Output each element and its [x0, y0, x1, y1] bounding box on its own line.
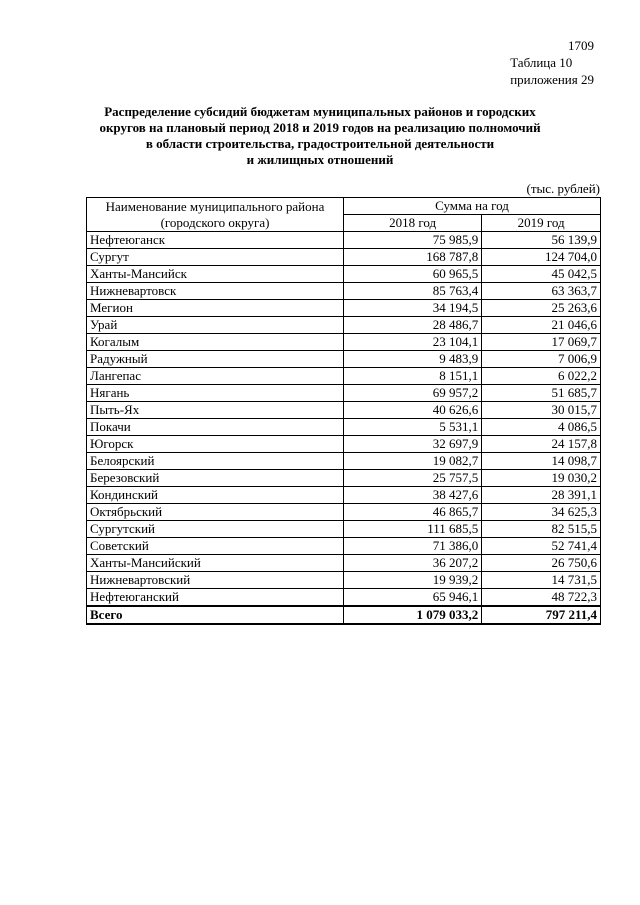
- row-name: Березовский: [87, 470, 344, 487]
- row-name: Сургут: [87, 249, 344, 266]
- row-name: Урай: [87, 317, 344, 334]
- table-row: [87, 470, 601, 487]
- row-value-2019: 82 515,5: [482, 521, 601, 538]
- table-row: [87, 436, 601, 453]
- row-value-2019: 24 157,8: [482, 436, 601, 453]
- table-body: [87, 232, 601, 625]
- row-value-2018: 19 939,2: [344, 572, 482, 589]
- row-name: Мегион: [87, 300, 344, 317]
- row-value-2018: 9 483,9: [344, 351, 482, 368]
- document-title: [70, 104, 570, 168]
- row-name: Белоярский: [87, 453, 344, 470]
- row-value-2019: 124 704,0: [482, 249, 601, 266]
- row-value-2018: 36 207,2: [344, 555, 482, 572]
- row-name: Радужный: [87, 351, 344, 368]
- row-value-2018: 46 865,7: [344, 504, 482, 521]
- row-value-2018: 28 486,7: [344, 317, 482, 334]
- total-row: [87, 606, 601, 624]
- table-row: [87, 368, 601, 385]
- table-row: [87, 385, 601, 402]
- table-row: [87, 249, 601, 266]
- row-value-2019: 7 006,9: [482, 351, 601, 368]
- row-value-2019: 4 086,5: [482, 419, 601, 436]
- row-value-2018: 34 194,5: [344, 300, 482, 317]
- row-name: Ханты-Мансийский: [87, 555, 344, 572]
- row-value-2019: 25 263,6: [482, 300, 601, 317]
- row-value-2019: 19 030,2: [482, 470, 601, 487]
- row-name: Пыть-Ях: [87, 402, 344, 419]
- row-value-2019: 6 022,2: [482, 368, 601, 385]
- table-reference-line: приложения 29: [510, 72, 594, 87]
- header-year-2019: 2019 год: [482, 215, 601, 232]
- subsidies-table: [86, 197, 601, 625]
- row-value-2019: 48 722,3: [482, 589, 601, 607]
- row-name: Нефтеюганск: [87, 232, 344, 249]
- table-row: [87, 419, 601, 436]
- title-line: Распределение субсидий бюджетам муниципальных районов и городских: [104, 104, 536, 119]
- row-value-2018: 71 386,0: [344, 538, 482, 555]
- table-row: [87, 232, 601, 249]
- row-value-2019: 34 625,3: [482, 504, 601, 521]
- row-value-2019: 51 685,7: [482, 385, 601, 402]
- title-line: и жилищных отношений: [246, 152, 394, 167]
- header-year-2018: 2018 год: [344, 215, 482, 232]
- row-value-2019: 28 391,1: [482, 487, 601, 504]
- row-value-2019: 26 750,6: [482, 555, 601, 572]
- table-row: [87, 317, 601, 334]
- row-value-2019: 56 139,9: [482, 232, 601, 249]
- row-name: Ханты-Мансийск: [87, 266, 344, 283]
- row-name: Югорск: [87, 436, 344, 453]
- table-reference: [510, 54, 594, 88]
- title-line: в области строительства, градостроительной деятельности: [145, 136, 495, 151]
- row-name: Покачи: [87, 419, 344, 436]
- page-number: 1709: [568, 38, 594, 53]
- row-name: Нижневартовский: [87, 572, 344, 589]
- row-value-2018: 111 685,5: [344, 521, 482, 538]
- table-row: [87, 351, 601, 368]
- row-value-2019: 21 046,6: [482, 317, 601, 334]
- row-value-2018: 23 104,1: [344, 334, 482, 351]
- row-name: Нижневартовск: [87, 283, 344, 300]
- row-name: Кондинский: [87, 487, 344, 504]
- row-value-2019: 30 015,7: [482, 402, 601, 419]
- table-reference-line: Таблица 10: [510, 55, 573, 70]
- row-name: Когалым: [87, 334, 344, 351]
- row-value-2019: 63 363,7: [482, 283, 601, 300]
- title-line: округов на плановый период 2018 и 2019 годов на реализацию полномочий: [99, 120, 541, 135]
- table-row: [87, 589, 601, 607]
- table-row: [87, 300, 601, 317]
- row-value-2018: 85 763,4: [344, 283, 482, 300]
- table-row: [87, 266, 601, 283]
- row-value-2018: 60 965,5: [344, 266, 482, 283]
- table-row: [87, 538, 601, 555]
- row-value-2018: 75 985,9: [344, 232, 482, 249]
- table-row: [87, 487, 601, 504]
- row-value-2018: 32 697,9: [344, 436, 482, 453]
- row-value-2018: 69 957,2: [344, 385, 482, 402]
- row-value-2018: 40 626,6: [344, 402, 482, 419]
- total-label: Всего: [87, 606, 344, 624]
- total-value-2018: 1 079 033,2: [344, 606, 482, 624]
- row-value-2018: 5 531,1: [344, 419, 482, 436]
- row-name: Советский: [87, 538, 344, 555]
- table-row: [87, 453, 601, 470]
- units-label: (тыс. рублей): [526, 181, 600, 196]
- row-value-2019: 14 098,7: [482, 453, 601, 470]
- table-row: [87, 402, 601, 419]
- row-value-2018: 25 757,5: [344, 470, 482, 487]
- table-row: [87, 572, 601, 589]
- row-value-2019: 14 731,5: [482, 572, 601, 589]
- row-value-2019: 17 069,7: [482, 334, 601, 351]
- row-name: Октябрьский: [87, 504, 344, 521]
- table-row: [87, 283, 601, 300]
- header-sum: Сумма на год: [344, 198, 601, 215]
- table-row: [87, 555, 601, 572]
- row-name: Лангепас: [87, 368, 344, 385]
- row-name: Нефтеюганский: [87, 589, 344, 607]
- total-value-2019: 797 211,4: [482, 606, 601, 624]
- table-row: [87, 504, 601, 521]
- row-value-2018: 38 427,6: [344, 487, 482, 504]
- header-name: Наименование муниципального района (городского округа): [87, 198, 344, 232]
- row-value-2018: 168 787,8: [344, 249, 482, 266]
- row-value-2019: 45 042,5: [482, 266, 601, 283]
- row-value-2018: 19 082,7: [344, 453, 482, 470]
- row-value-2018: 8 151,1: [344, 368, 482, 385]
- row-value-2019: 52 741,4: [482, 538, 601, 555]
- table-row: [87, 334, 601, 351]
- row-name: Нягань: [87, 385, 344, 402]
- table-row: [87, 521, 601, 538]
- row-name: Сургутский: [87, 521, 344, 538]
- row-value-2018: 65 946,1: [344, 589, 482, 607]
